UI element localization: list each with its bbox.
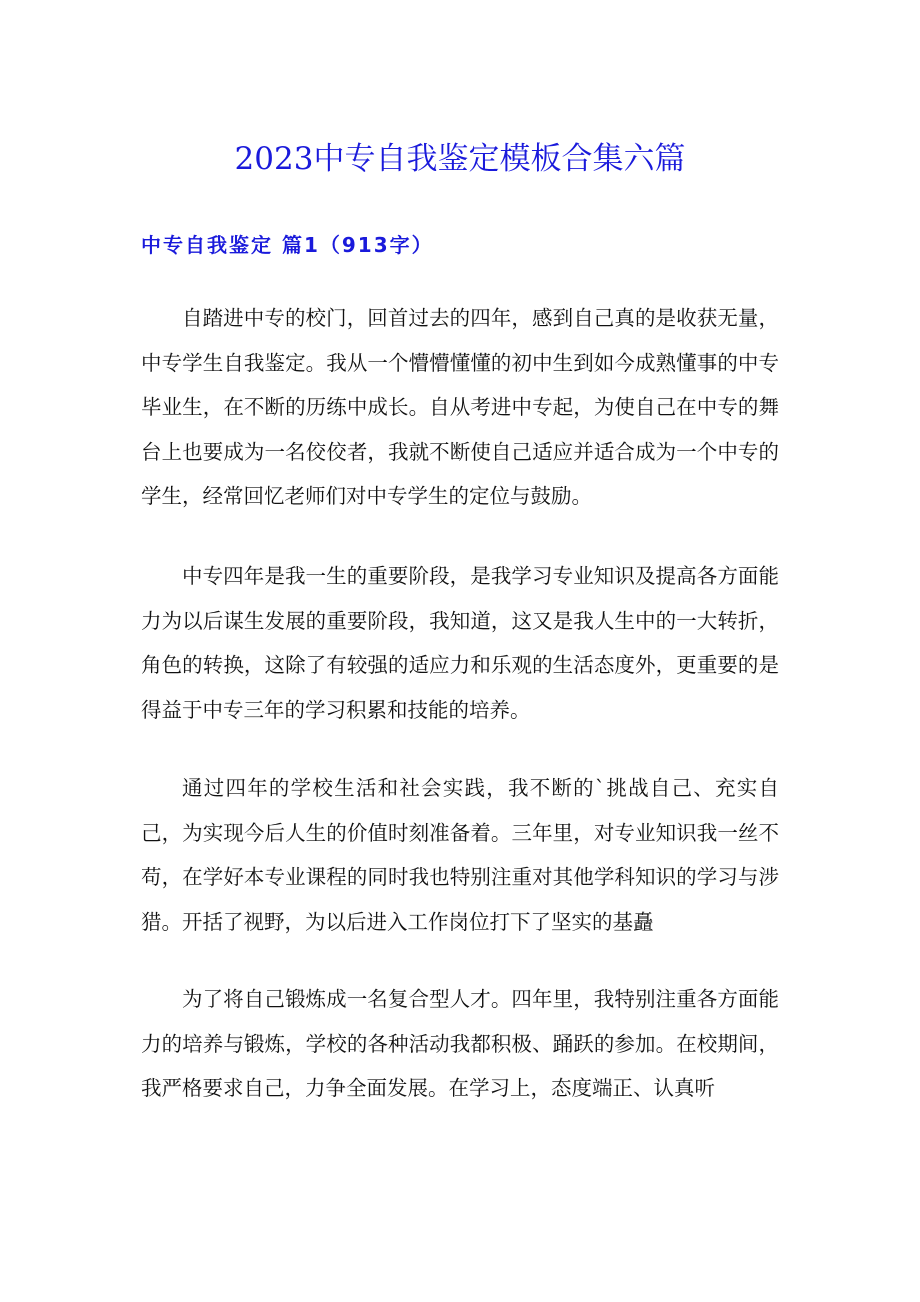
body-paragraph: 自踏进中专的校门，回首过去的四年，感到自己真的是收获无量，中专学生自我鉴定。我从一个懵懵懂懂的初中生到如今成熟懂事的中专毕业生，在不断的历练中成长。自从考进中专起，为使自己在中专的舞台上也要成为一名佼佼者，我就不断使自己适应并适合成为一个中专的学生，经常回忆老师们对中专学生的定位与鼓励。 bbox=[141, 306, 779, 508]
body-paragraph: 通过四年的学校生活和社会实践，我不断的`挑战自己、充实自己，为实现今后人生的价值时刻准备着。三年里，对专业知识我一丝不苟，在学好本专业课程的同时我也特别注重对其他学科知识的学习与涉猎。开括了视野，为以后进入工作岗位打下了坚实的基矗 bbox=[141, 776, 779, 934]
document-title: 2023中专自我鉴定模板合集六篇 bbox=[234, 141, 686, 177]
body-paragraph: 为了将自己锻炼成一名复合型人才。四年里，我特别注重各方面能力的培养与锻炼，学校的各种活动我都积极、踊跃的参加。在校期间，我严格要求自己，力争全面发展。在学习上，态度端正、认真听 bbox=[141, 987, 779, 1100]
section-heading: 中专自我鉴定 篇1（913字） bbox=[141, 233, 434, 257]
body-paragraph: 中专四年是我一生的重要阶段，是我学习专业知识及提高各方面能力为以后谋生发展的重要阶段，我知道，这又是我人生中的一大转折，角色的转换，这除了有较强的适应力和乐观的生活态度外，更重要的是得益于中专三年的学习积累和技能的培养。 bbox=[141, 564, 779, 722]
